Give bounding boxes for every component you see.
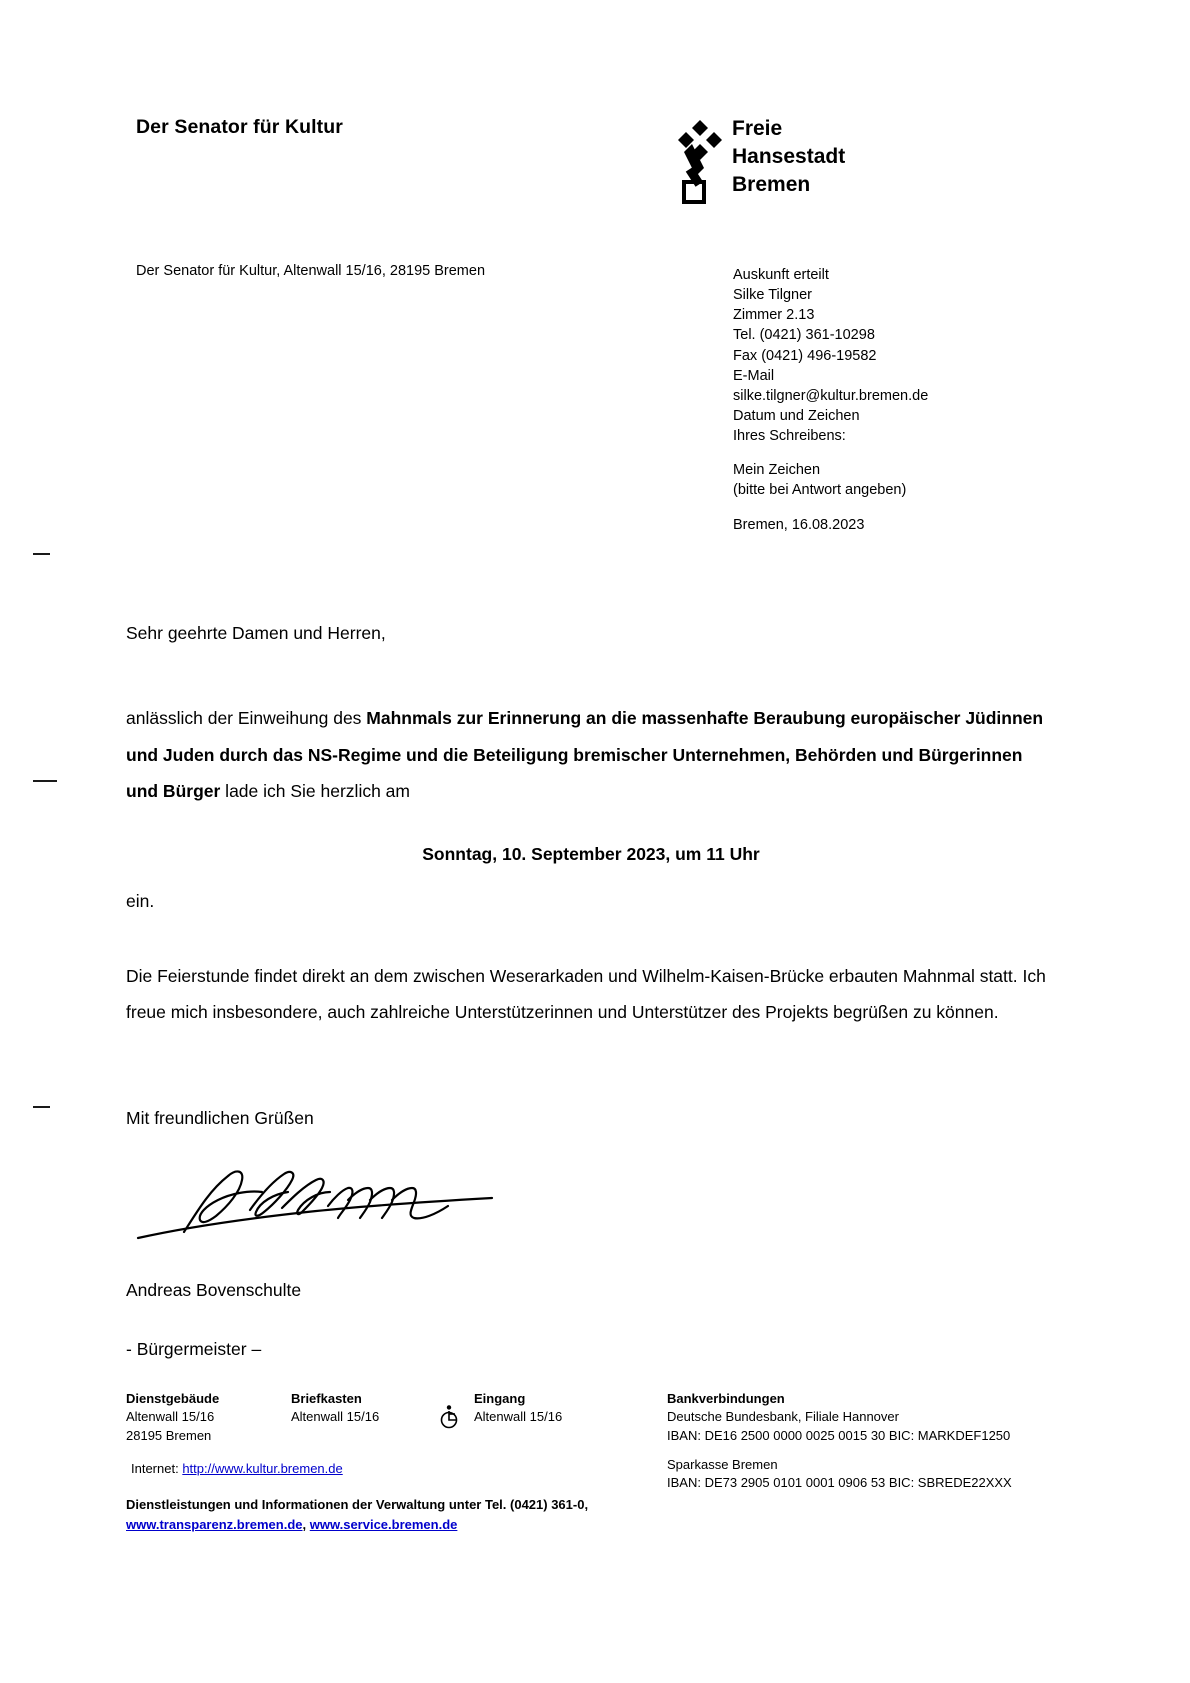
place-and-date: Bremen, 16.08.2023 xyxy=(733,516,865,533)
footer-internet-line xyxy=(131,1460,343,1478)
signature-name: Andreas Bovenschulte xyxy=(126,1279,302,1300)
salutation: Sehr geehrte Damen und Herren, xyxy=(126,623,386,643)
spacer xyxy=(733,446,1063,460)
footer-mailbox-line1: Altenwall 15/16 xyxy=(291,1409,380,1425)
contact-block xyxy=(733,265,1063,535)
fold-mark xyxy=(33,780,57,782)
footer-entrance-label: Eingang xyxy=(474,1391,526,1406)
letter-body xyxy=(126,615,1046,1031)
event-details: Die Feierstunde findet direkt an dem zwischen Weserarkaden und Wilhelm-Kaisen-Brücke erbauten Mahnmal statt. Ich freue mich insbesondere, auch zahlreiche Unterstützerinnen und Unterstützer des Projekts begrüßen zu können. xyxy=(126,965,1046,1023)
coat-of-arms-block xyxy=(660,118,920,218)
contact-own-ref-label-2: (bitte bei Antwort angeben) xyxy=(733,482,907,499)
state-name xyxy=(732,115,845,199)
signature-role: - Bürgermeister – xyxy=(126,1338,262,1359)
footer-office-label: Dienstgebäude xyxy=(126,1391,220,1406)
footer-mailbox-block xyxy=(291,1390,379,1427)
footer-bank-label: Bankverbindungen xyxy=(667,1391,785,1406)
invitation-paragraph xyxy=(126,700,1046,810)
memorial-name: Mahnmals zur Erinnerung an die massenhafte Beraubung europäischer Jüdinnen und Juden durch das NS-Regime und die Beteiligung bremischer Unternehmen, Behörden und Bürgerinnen und Bürger xyxy=(126,707,1044,802)
contact-own-ref-label-1: Mein Zeichen xyxy=(733,462,821,479)
invitation-suffix: lade ich Sie herzlich am xyxy=(220,781,410,802)
invitation-prefix: anlässlich der Einweihung des xyxy=(126,707,367,728)
contact-info-label: Auskunft erteilt xyxy=(733,267,829,283)
handwritten-signature xyxy=(132,1160,512,1245)
footer-service-link[interactable]: www.service.bremen.de xyxy=(309,1516,458,1532)
footer-transparenz-link[interactable]: www.transparenz.bremen.de xyxy=(126,1516,303,1532)
wheelchair-accessible-icon xyxy=(437,1404,463,1430)
footer-internet-link[interactable]: http://www.kultur.bremen.de xyxy=(182,1461,343,1476)
page-title: Der Senator für Kultur xyxy=(136,116,343,138)
fold-mark xyxy=(33,1106,50,1108)
footer-entrance-block xyxy=(474,1390,562,1427)
footer-office-block xyxy=(126,1390,219,1445)
state-name-line2: Hansestadt xyxy=(732,144,846,168)
footer-office-line2: 28195 Bremen xyxy=(126,1427,212,1443)
contact-ref-label-1: Datum und Zeichen xyxy=(733,407,860,424)
contact-room: Zimmer 2.13 xyxy=(733,307,815,324)
fold-mark xyxy=(33,553,50,555)
event-date: Sonntag, 10. September 2023, um 11 Uhr xyxy=(422,844,760,864)
contact-name: Silke Tilgner xyxy=(733,287,812,304)
footer-office-line1: Altenwall 15/16 xyxy=(126,1409,215,1425)
footer-bank-line1: Deutsche Bundesbank, Filiale Hannover xyxy=(667,1409,899,1425)
spacer xyxy=(733,501,1063,515)
footer-bank-line2: IBAN: DE16 2500 0000 0025 0015 30 BIC: MARKDEF1250 xyxy=(667,1427,1011,1443)
invitation-end: ein. xyxy=(126,890,155,911)
state-name-line3: Bremen xyxy=(732,172,811,196)
contact-ref-label-2: Ihres Schreibens: xyxy=(733,428,846,445)
footer-entrance-line1: Altenwall 15/16 xyxy=(474,1409,563,1425)
footer-bank2-line1: Sparkasse Bremen xyxy=(667,1457,778,1472)
footer-services-separator: , xyxy=(302,1516,310,1532)
footer-bank-block xyxy=(667,1390,1010,1445)
contact-email: silke.tilgner@kultur.bremen.de xyxy=(733,387,929,404)
footer-bank2-line2: IBAN: DE73 2905 0101 0001 0906 53 BIC: SBREDE22XXX xyxy=(667,1475,1012,1491)
contact-fax: Fax (0421) 496-19582 xyxy=(733,347,877,364)
closing-greeting: Mit freundlichen Grüßen xyxy=(126,1108,314,1128)
contact-email-label: E-Mail xyxy=(733,367,775,384)
footer-internet-label: Internet: xyxy=(131,1461,183,1476)
bremen-key-crest-icon xyxy=(660,118,730,208)
footer-services-block xyxy=(126,1495,588,1534)
footer-mailbox-label: Briefkasten xyxy=(291,1391,362,1406)
footer-services-line1: Dienstleistungen und Informationen der Verwaltung unter Tel. (0421) 361-0, xyxy=(126,1497,589,1512)
sender-address-line: Der Senator für Kultur, Altenwall 15/16, 28195 Bremen xyxy=(136,263,486,279)
state-name-line1: Freie xyxy=(732,117,783,140)
contact-phone: Tel. (0421) 361-10298 xyxy=(733,327,875,344)
footer-bank-block-2 xyxy=(667,1456,1012,1493)
